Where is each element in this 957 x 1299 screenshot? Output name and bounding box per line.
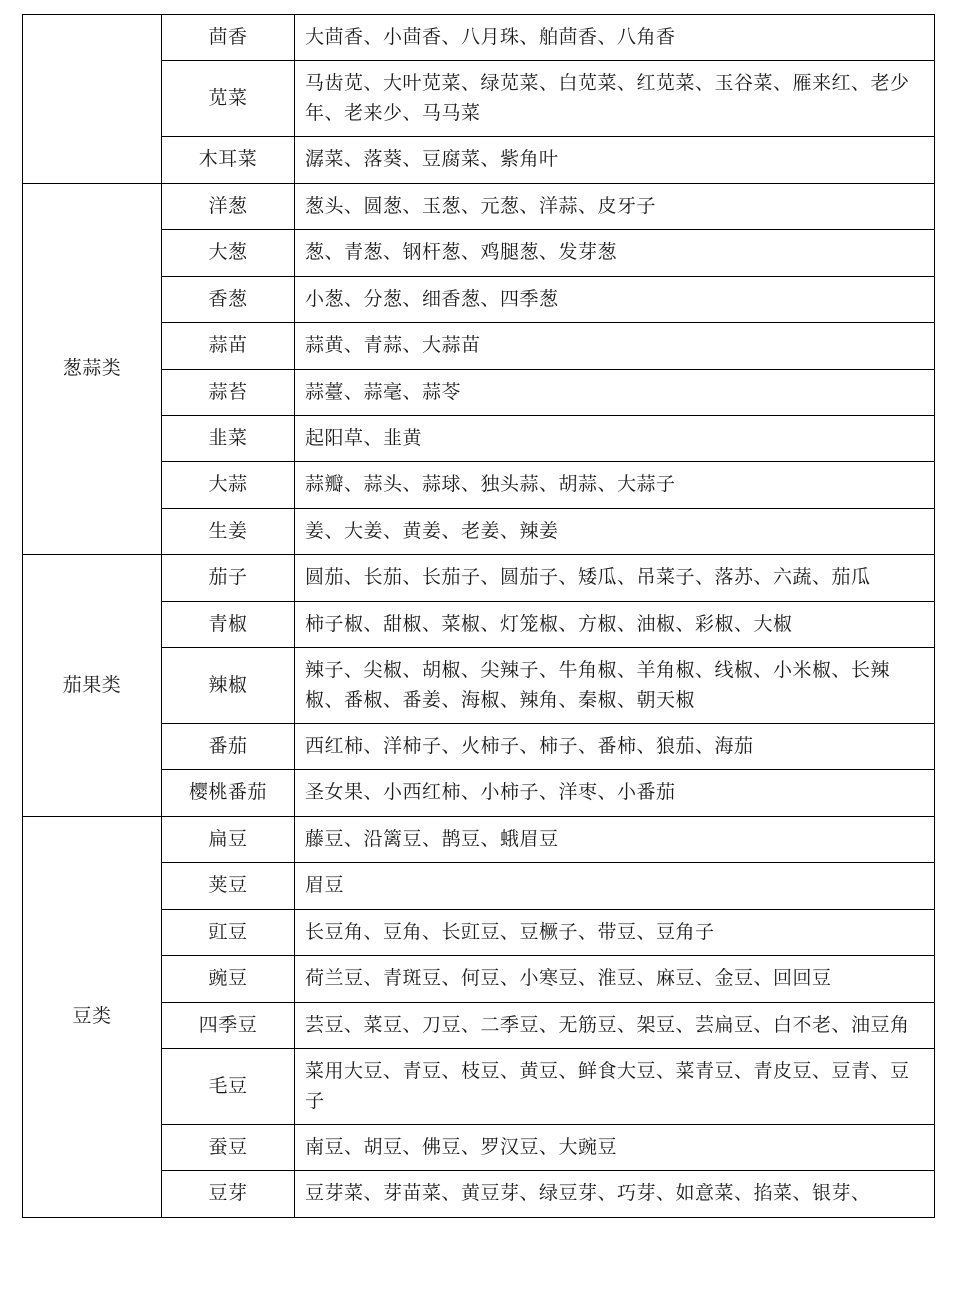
items-text: 起阳草、韭黄 <box>305 427 423 449</box>
items-cell <box>295 508 935 554</box>
subcategory-cell <box>162 956 295 1002</box>
items-cell <box>295 770 935 816</box>
items-text: 潺菜、落葵、豆腐菜、紫角叶 <box>305 149 559 171</box>
subcategory-label: 毛豆 <box>208 1075 248 1097</box>
items-cell <box>295 462 935 508</box>
table-row <box>23 183 935 229</box>
category-cell <box>23 816 162 1217</box>
subcategory-label: 洋葱 <box>208 195 248 217</box>
subcategory-cell <box>162 724 295 770</box>
items-text: 姜、大姜、黄姜、老姜、辣姜 <box>305 520 559 542</box>
subcategory-label: 豌豆 <box>208 968 248 990</box>
items-cell <box>295 61 935 137</box>
subcategory-label: 四季豆 <box>198 1014 258 1036</box>
items-cell <box>295 601 935 647</box>
vegetable-classification-table <box>22 14 935 1218</box>
table-row <box>23 555 935 601</box>
category-label: 豆类 <box>72 1006 112 1028</box>
subcategory-cell <box>162 508 295 554</box>
subcategory-cell <box>162 909 295 955</box>
items-text: 芸豆、菜豆、刀豆、二季豆、无筋豆、架豆、芸扁豆、白不老、油豆角 <box>305 1014 910 1036</box>
subcategory-cell <box>162 137 295 183</box>
items-text: 南豆、胡豆、佛豆、罗汉豆、大豌豆 <box>305 1136 618 1158</box>
category-label: 茄果类 <box>62 674 122 696</box>
subcategory-cell <box>162 1124 295 1170</box>
items-text: 葱、青葱、钢杆葱、鸡腿葱、发芽葱 <box>305 242 618 264</box>
subcategory-cell <box>162 323 295 369</box>
items-cell <box>295 230 935 276</box>
subcategory-label: 蒜苗 <box>208 335 248 357</box>
items-cell <box>295 648 935 724</box>
subcategory-cell <box>162 816 295 862</box>
items-cell <box>295 415 935 461</box>
subcategory-cell <box>162 863 295 909</box>
items-text: 藤豆、沿篱豆、鹊豆、蛾眉豆 <box>305 828 559 850</box>
subcategory-cell <box>162 770 295 816</box>
subcategory-label: 韭菜 <box>208 427 248 449</box>
items-cell <box>295 369 935 415</box>
items-text: 柿子椒、甜椒、菜椒、灯笼椒、方椒、油椒、彩椒、大椒 <box>305 613 793 635</box>
category-cell <box>23 15 162 184</box>
items-cell <box>295 1124 935 1170</box>
items-cell <box>295 816 935 862</box>
subcategory-cell <box>162 230 295 276</box>
subcategory-cell <box>162 183 295 229</box>
subcategory-label: 木耳菜 <box>198 149 258 171</box>
items-cell <box>295 1171 935 1217</box>
subcategory-label: 茄子 <box>208 567 248 589</box>
items-cell <box>295 724 935 770</box>
subcategory-label: 扁豆 <box>208 828 248 850</box>
subcategory-label: 荚豆 <box>208 875 248 897</box>
items-text: 蒜瓣、蒜头、蒜球、独头蒜、胡蒜、大蒜子 <box>305 474 676 496</box>
items-text: 蒜黄、青蒜、大蒜苗 <box>305 335 481 357</box>
items-cell <box>295 1002 935 1048</box>
items-text: 葱头、圆葱、玉葱、元葱、洋蒜、皮牙子 <box>305 195 657 217</box>
items-text: 蒜薹、蒜毫、蒜苓 <box>305 381 462 403</box>
items-text: 西红柿、洋柿子、火柿子、柿子、番柿、狼茄、海茄 <box>305 736 754 757</box>
subcategory-label: 豇豆 <box>208 921 248 943</box>
subcategory-cell <box>162 369 295 415</box>
items-cell <box>295 956 935 1002</box>
subcategory-label: 茴香 <box>208 27 248 48</box>
subcategory-label: 青椒 <box>208 613 248 635</box>
subcategory-cell <box>162 601 295 647</box>
subcategory-label: 樱桃番茄 <box>188 782 267 804</box>
category-cell <box>23 183 162 555</box>
items-cell <box>295 863 935 909</box>
items-text: 长豆角、豆角、长豇豆、豆橛子、带豆、豆角子 <box>305 921 715 943</box>
items-text: 荷兰豆、青斑豆、何豆、小寒豆、淮豆、麻豆、金豆、回回豆 <box>305 968 832 990</box>
items-cell <box>295 909 935 955</box>
subcategory-label: 豆芽 <box>208 1183 248 1205</box>
subcategory-cell <box>162 555 295 601</box>
table-body <box>23 15 935 1218</box>
items-cell <box>295 323 935 369</box>
category-label: 葱蒜类 <box>62 358 122 380</box>
items-cell <box>295 276 935 322</box>
subcategory-label: 苋菜 <box>208 88 248 110</box>
subcategory-cell <box>162 61 295 137</box>
subcategory-label: 番茄 <box>208 736 248 757</box>
subcategory-label: 蚕豆 <box>208 1136 248 1158</box>
subcategory-cell <box>162 276 295 322</box>
items-text: 菜用大豆、青豆、枝豆、黄豆、鲜食大豆、菜青豆、青皮豆、豆青、豆子 <box>305 1061 910 1112</box>
items-cell <box>295 1049 935 1125</box>
subcategory-cell <box>162 648 295 724</box>
items-text: 眉豆 <box>305 875 345 897</box>
subcategory-label: 大蒜 <box>208 474 248 496</box>
items-text: 大茴香、小茴香、八月珠、舶茴香、八角香 <box>305 27 676 48</box>
subcategory-cell <box>162 1171 295 1217</box>
subcategory-cell <box>162 15 295 61</box>
items-text: 圆茄、长茄、长茄子、圆茄子、矮瓜、吊菜子、落苏、六蔬、茄瓜 <box>305 567 871 589</box>
subcategory-cell <box>162 1049 295 1125</box>
items-cell <box>295 183 935 229</box>
items-text: 辣子、尖椒、胡椒、尖辣子、牛角椒、羊角椒、线椒、小米椒、长辣椒、番椒、番姜、海椒、辣角、秦椒、朝天椒 <box>305 660 891 711</box>
subcategory-label: 生姜 <box>208 520 248 542</box>
items-text: 小葱、分葱、细香葱、四季葱 <box>305 288 559 310</box>
subcategory-cell <box>162 415 295 461</box>
items-text: 圣女果、小西红柿、小柿子、洋枣、小番茄 <box>305 782 676 804</box>
items-text: 马齿苋、大叶苋菜、绿苋菜、白苋菜、红苋菜、玉谷菜、雁来红、老少年、老来少、马马菜 <box>305 73 910 124</box>
items-text: 豆芽菜、芽苗菜、黄豆芽、绿豆芽、巧芽、如意菜、掐菜、银芽、 <box>305 1183 871 1205</box>
table-row <box>23 15 935 61</box>
items-cell <box>295 15 935 61</box>
subcategory-label: 辣椒 <box>208 674 248 696</box>
subcategory-label: 香葱 <box>208 288 248 310</box>
subcategory-label: 蒜苔 <box>208 381 248 403</box>
category-cell <box>23 555 162 817</box>
subcategory-cell <box>162 462 295 508</box>
table-row <box>23 816 935 862</box>
items-cell <box>295 137 935 183</box>
subcategory-label: 大葱 <box>208 242 248 264</box>
items-cell <box>295 555 935 601</box>
subcategory-cell <box>162 1002 295 1048</box>
